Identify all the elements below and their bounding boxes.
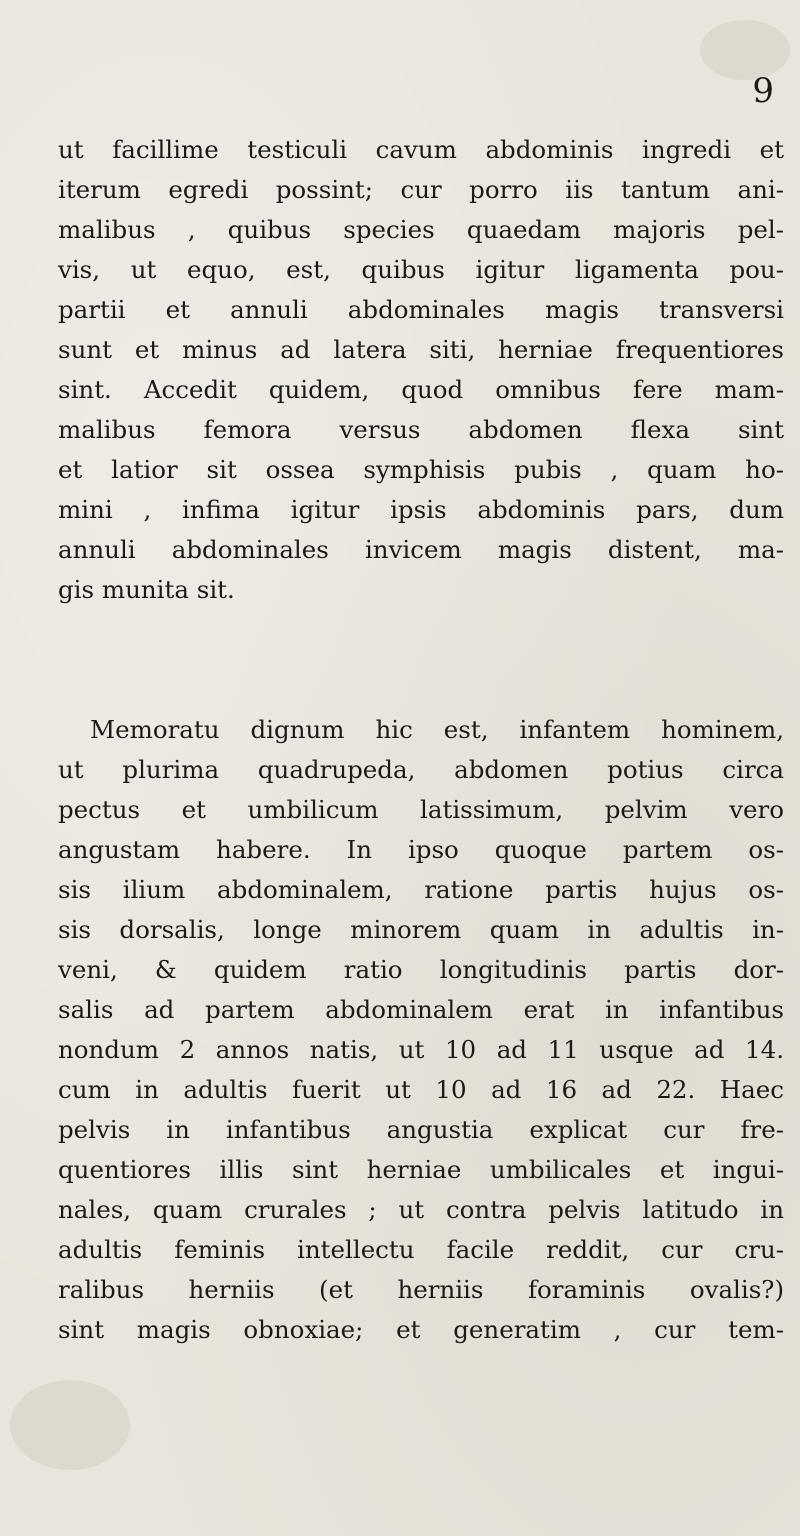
text-line: Memoratu dignum hic est, infantem hominem, <box>90 715 784 744</box>
text-line: pelvis in infantibus angustia explicat cur fre- <box>58 1115 784 1144</box>
text-line: veni, & quidem ratio longitudinis partis dor- <box>58 955 784 984</box>
text-line: malibus femora versus abdomen flexa sint <box>58 415 784 444</box>
text-line: angustam habere. In ipso quoque partem os- <box>58 835 784 864</box>
text-line: malibus , quibus species quaedam majoris pel- <box>58 215 784 244</box>
text-line: quentiores illis sint herniae umbilicales et ingui- <box>58 1155 784 1184</box>
text-line: mini , infima igitur ipsis abdominis pars, dum <box>58 495 784 524</box>
text-line: sis ilium abdominalem, ratione partis hujus os- <box>58 875 784 904</box>
text-line: nondum 2 annos natis, ut 10 ad 11 usque ad 14. <box>58 1035 784 1064</box>
text-line: cum in adultis fuerit ut 10 ad 16 ad 22. Haec <box>58 1075 784 1104</box>
paper-stain <box>700 20 790 80</box>
paper-stain <box>10 1380 130 1470</box>
text-line: sis dorsalis, longe minorem quam in adultis in- <box>58 915 784 944</box>
text-line: ut facillime testiculi cavum abdominis ingredi et <box>58 135 784 164</box>
text-line: sunt et minus ad latera siti, herniae frequentiores <box>58 335 784 364</box>
text-line: sint. Accedit quidem, quod omnibus fere mam- <box>58 375 784 404</box>
text-line: gis munita sit. <box>58 575 235 604</box>
text-line: sint magis obnoxiae; et generatim , cur tem- <box>58 1315 784 1344</box>
text-line: ut plurima quadrupeda, abdomen potius circa <box>58 755 784 784</box>
paragraph-1 <box>58 130 784 610</box>
paragraph-2 <box>58 710 784 1350</box>
text-line: ralibus herniis (et herniis foraminis ovalis?) <box>58 1275 784 1304</box>
page-number: 9 <box>752 71 774 111</box>
text-line: nales, quam crurales ; ut contra pelvis latitudo in <box>58 1195 784 1224</box>
text-line: iterum egredi possint; cur porro iis tantum ani- <box>58 175 784 204</box>
text-line: partii et annuli abdominales magis transversi <box>58 295 784 324</box>
text-line: annuli abdominales invicem magis distent, ma- <box>58 535 784 564</box>
text-line: et latior sit ossea symphisis pubis , quam ho- <box>58 455 784 484</box>
text-line: adultis feminis intellectu facile reddit, cur cru- <box>58 1235 784 1264</box>
text-line: salis ad partem abdominalem erat in infantibus <box>58 995 784 1024</box>
text-line: vis, ut equo, est, quibus igitur ligamenta pou- <box>58 255 784 284</box>
text-line: pectus et umbilicum latissimum, pelvim vero <box>58 795 784 824</box>
